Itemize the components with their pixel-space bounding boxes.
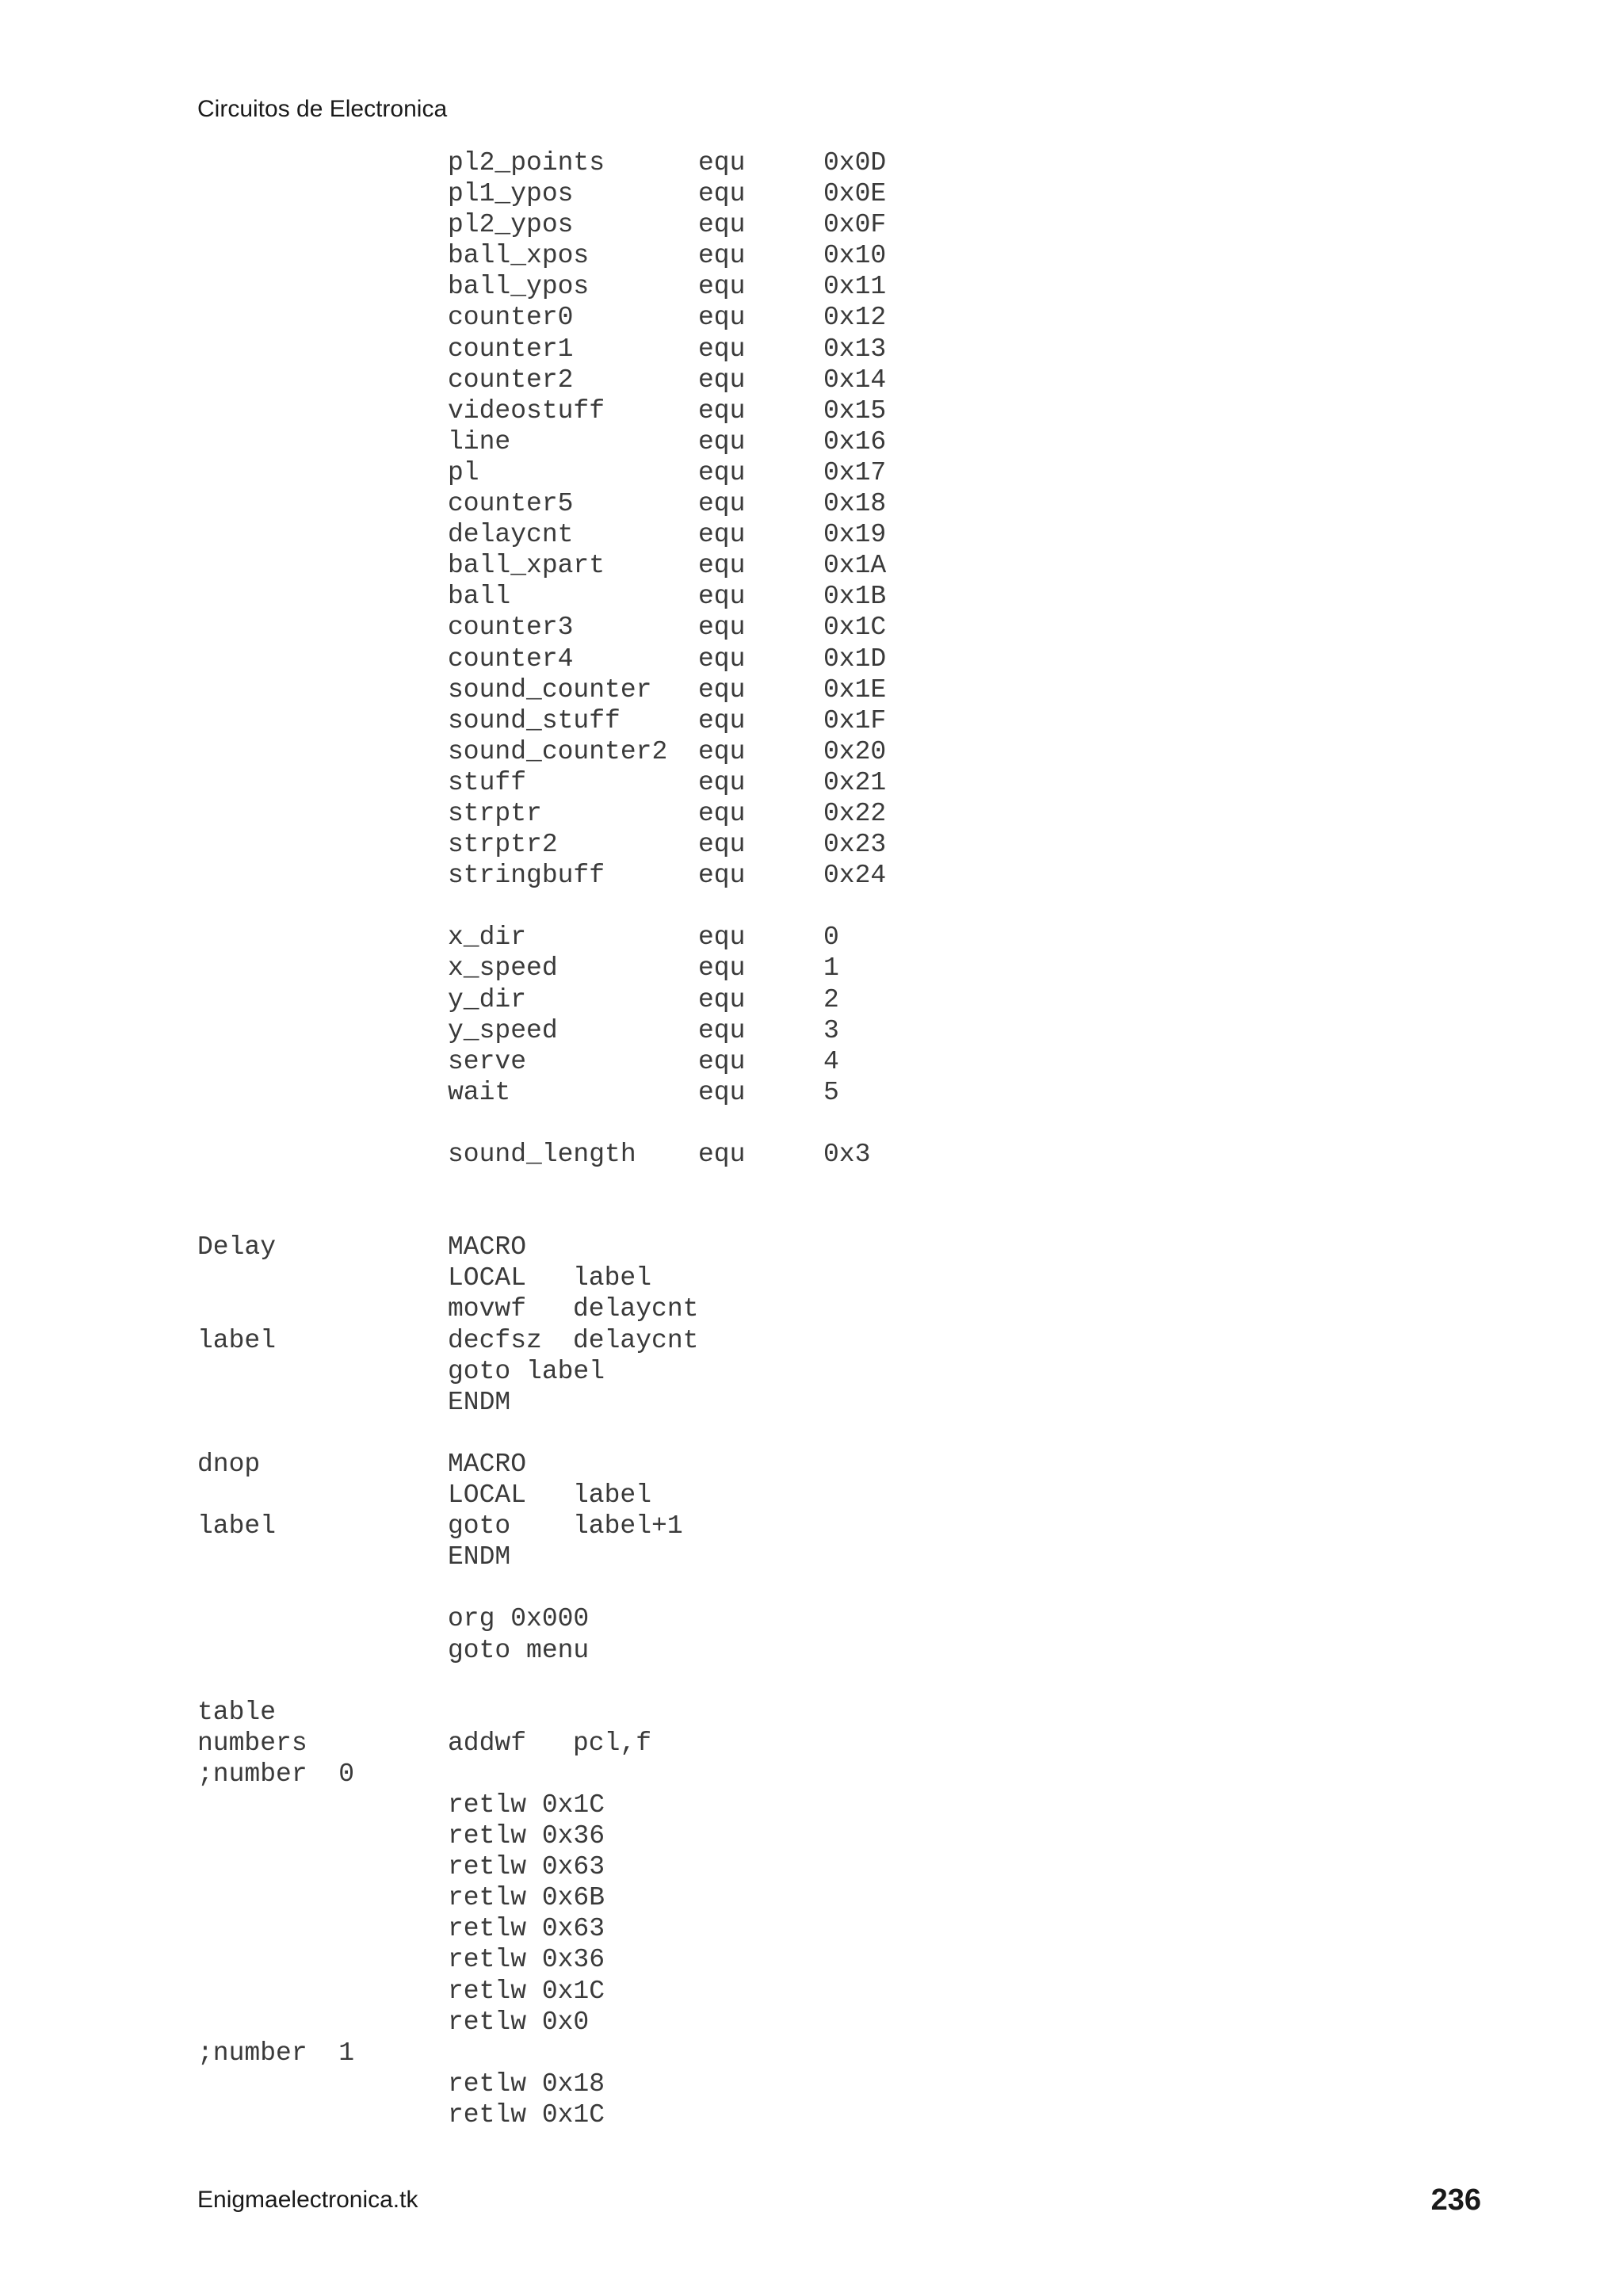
equ-symbol: pl — [448, 457, 479, 487]
equ-symbol: counter1 — [448, 334, 574, 364]
equ-directive: equ — [698, 582, 746, 612]
equ-directive: equ — [698, 179, 746, 209]
code-mnemonic: goto menu — [448, 1635, 590, 1665]
equ-value: 0x0E — [823, 179, 887, 209]
equ-directive: equ — [698, 365, 746, 395]
code-mnemonic: ENDM — [448, 1542, 511, 1572]
equ-directive: equ — [698, 736, 746, 766]
code-operand: delaycnt — [573, 1294, 699, 1324]
equ-value: 4 — [823, 1046, 839, 1076]
equ-directive: equ — [698, 241, 746, 271]
equ-directive: equ — [698, 303, 746, 333]
code-operand: pcl,f — [573, 1728, 652, 1758]
equ-value: 3 — [823, 1015, 839, 1045]
equ-symbol: delaycnt — [448, 520, 574, 550]
code-mnemonic: org 0x000 — [448, 1604, 590, 1634]
equ-symbol: x_dir — [448, 923, 527, 953]
equ-value: 0x21 — [823, 767, 887, 797]
equ-value: 0x22 — [823, 798, 887, 828]
equ-value: 0x18 — [823, 489, 887, 519]
equ-directive: equ — [698, 551, 746, 581]
equ-directive: equ — [698, 953, 746, 984]
code-mnemonic: retlw 0x1C — [448, 1790, 605, 1820]
equ-value: 5 — [823, 1077, 839, 1107]
equ-symbol: strptr2 — [448, 830, 558, 860]
code-mnemonic: retlw 0x1C — [448, 2099, 605, 2130]
equ-symbol: counter2 — [448, 365, 574, 395]
equ-value: 0x0D — [823, 148, 887, 178]
equ-value: 0x13 — [823, 334, 887, 364]
code-mnemonic: MACRO — [448, 1232, 527, 1263]
equ-directive: equ — [698, 705, 746, 735]
equ-directive: equ — [698, 457, 746, 487]
equ-directive: equ — [698, 520, 746, 550]
code-mnemonic: retlw 0x36 — [448, 1945, 605, 1975]
equ-value: 0x19 — [823, 520, 887, 550]
equ-symbol: ball_xpart — [448, 551, 605, 581]
equ-value: 0x14 — [823, 365, 887, 395]
equ-symbol: y_speed — [448, 1015, 558, 1045]
equ-directive: equ — [698, 426, 746, 457]
equ-directive: equ — [698, 923, 746, 953]
equ-value: 0x10 — [823, 241, 887, 271]
equ-symbol: y_dir — [448, 984, 527, 1014]
equ-symbol: wait — [448, 1077, 511, 1107]
equ-symbol: stringbuff — [448, 861, 605, 891]
equ-symbol: videostuff — [448, 395, 605, 426]
equ-value: 0x20 — [823, 736, 887, 766]
equ-directive: equ — [698, 210, 746, 240]
equ-symbol: counter0 — [448, 303, 574, 333]
page-header-title: Circuitos de Electronica — [197, 96, 448, 122]
equ-value: 0x11 — [823, 272, 887, 302]
equ-directive: equ — [698, 1046, 746, 1076]
equ-symbol: counter5 — [448, 489, 574, 519]
code-mnemonic: movwf — [448, 1294, 527, 1324]
equ-value: 0x24 — [823, 861, 887, 891]
equ-directive: equ — [698, 489, 746, 519]
equ-value: 1 — [823, 953, 839, 984]
equ-directive: equ — [698, 1077, 746, 1107]
equ-symbol: pl2_points — [448, 148, 605, 178]
equ-value: 0x15 — [823, 395, 887, 426]
equ-directive: equ — [698, 674, 746, 705]
equ-symbol: counter4 — [448, 644, 574, 674]
equ-directive: equ — [698, 767, 746, 797]
equ-directive: equ — [698, 395, 746, 426]
code-mnemonic: addwf — [448, 1728, 527, 1758]
equ-directive: equ — [698, 1015, 746, 1045]
equ-value: 0x1F — [823, 705, 887, 735]
equ-directive: equ — [698, 613, 746, 643]
equ-symbol: stuff — [448, 767, 527, 797]
code-mnemonic: LOCAL — [448, 1263, 527, 1293]
code-operand: label+1 — [573, 1511, 683, 1541]
equ-symbol: sound_length — [448, 1140, 636, 1169]
code-label: table — [197, 1697, 277, 1727]
equ-value: 0x12 — [823, 303, 887, 333]
code-mnemonic: ENDM — [448, 1387, 511, 1417]
code-mnemonic: retlw 0x63 — [448, 1914, 605, 1944]
equ-directive: equ — [698, 861, 746, 891]
code-label: label — [197, 1511, 277, 1541]
equ-value: 0x16 — [823, 426, 887, 457]
code-mnemonic: goto label — [448, 1356, 605, 1386]
equ-directive: equ — [698, 830, 746, 860]
equ-symbol: counter3 — [448, 613, 574, 643]
code-operand: label — [573, 1263, 652, 1293]
equ-symbol: x_speed — [448, 953, 558, 984]
page-number: 236 — [1430, 2183, 1481, 2217]
equ-symbol: pl2_ypos — [448, 210, 574, 240]
equ-value: 0x1E — [823, 674, 887, 705]
equ-symbol: serve — [448, 1046, 527, 1076]
code-label: dnop — [197, 1449, 261, 1479]
code-mnemonic: retlw 0x18 — [448, 2069, 605, 2099]
equ-directive: equ — [698, 798, 746, 828]
code-mnemonic: retlw 0x1C — [448, 1976, 605, 2006]
code-label: ;number 1 — [197, 2038, 355, 2068]
code-label: numbers — [197, 1728, 307, 1758]
equ-directive: equ — [698, 334, 746, 364]
equ-value: 0x3 — [823, 1140, 871, 1169]
code-operand: label — [573, 1480, 652, 1511]
code-mnemonic: LOCAL — [448, 1480, 527, 1511]
code-mnemonic: retlw 0x0 — [448, 2007, 590, 2037]
code-mnemonic: decfsz — [448, 1325, 542, 1355]
code-mnemonic: retlw 0x6B — [448, 1883, 605, 1913]
equ-symbol: sound_counter — [448, 674, 652, 705]
equ-value: 0x1D — [823, 644, 887, 674]
code-mnemonic: retlw 0x63 — [448, 1852, 605, 1882]
code-label: ;number 0 — [197, 1759, 355, 1789]
equ-directive: equ — [698, 984, 746, 1014]
equ-symbol: ball_ypos — [448, 272, 590, 302]
equ-value: 0x1C — [823, 613, 887, 643]
equ-symbol: ball — [448, 582, 511, 612]
code-mnemonic: goto — [448, 1511, 511, 1541]
code-label: label — [197, 1325, 277, 1355]
equ-symbol: strptr — [448, 798, 542, 828]
equ-value: 0x17 — [823, 457, 887, 487]
equ-value: 0 — [823, 923, 839, 953]
equ-value: 0x1A — [823, 551, 887, 581]
equ-symbol: sound_counter2 — [448, 736, 668, 766]
code-label: Delay — [197, 1232, 277, 1263]
equ-directive: equ — [698, 1140, 746, 1169]
equ-value: 0x0F — [823, 210, 887, 240]
equ-symbol: line — [448, 426, 511, 457]
equ-directive: equ — [698, 644, 746, 674]
footer-site-name: Enigmaelectronica.tk — [197, 2187, 418, 2213]
equ-symbol: ball_xpos — [448, 241, 590, 271]
code-mnemonic: retlw 0x36 — [448, 1821, 605, 1851]
equ-directive: equ — [698, 148, 746, 178]
equ-value: 2 — [823, 984, 839, 1014]
code-operand: delaycnt — [573, 1325, 699, 1355]
code-mnemonic: MACRO — [448, 1449, 527, 1479]
equ-symbol: sound_stuff — [448, 705, 621, 735]
equ-value: 0x1B — [823, 582, 887, 612]
equ-directive: equ — [698, 272, 746, 302]
equ-value: 0x23 — [823, 830, 887, 860]
equ-symbol: pl1_ypos — [448, 179, 574, 209]
